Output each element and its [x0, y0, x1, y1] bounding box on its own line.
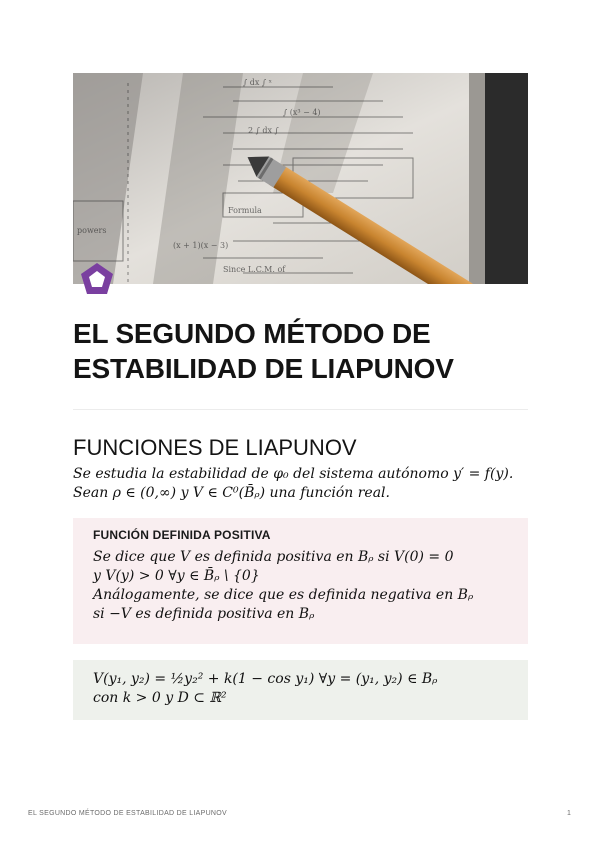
example-line: con k > 0 y D ⊂ ℝ² [93, 690, 227, 706]
intro-line: Se estudia la estabilidad de φ₀ del sistema autónomo y′ = f(y). [73, 466, 514, 482]
divider [73, 409, 528, 410]
intro-text [73, 465, 528, 503]
svg-text:Since L.C.M. of: Since L.C.M. of [223, 265, 286, 274]
page-number: 1 [567, 810, 572, 817]
svg-text:(x + 1)(x − 3): (x + 1)(x − 3) [173, 241, 229, 250]
definition-line: Se dice que V es definida positiva en Bᵨ si V(0) = 0 [93, 549, 454, 565]
definition-line: si −V es definida positiva en Bᵨ [93, 606, 315, 622]
page-title: EL SEGUNDO MÉTODO DE ESTABILIDAD DE LIAPUNOV [73, 318, 454, 384]
intro-line: Sean ρ ∈ (0,∞) y V ∈ C⁰(B̄ᵨ) una función real. [73, 485, 390, 501]
section-heading: FUNCIONES DE LIAPUNOV [73, 435, 357, 460]
definition-callout [73, 518, 528, 644]
definition-line: y V(y) > 0 ∀y ∈ B̄ᵨ \ {0} [93, 568, 260, 584]
definition-line: Análogamente, se dice que es definida negativa en Bᵨ [93, 587, 474, 603]
example-line: V(y₁, y₂) = ½y₂² + k(1 − cos y₁) ∀y = (y₁, y₂) ∈ Bᵨ [93, 671, 438, 687]
svg-text:∫ (x³ − 4): ∫ (x³ − 4) [283, 108, 321, 117]
footer-title: EL SEGUNDO MÉTODO DE ESTABILIDAD DE LIAPUNOV [28, 810, 228, 817]
hero-image [73, 73, 528, 284]
svg-text:powers: powers [77, 226, 107, 235]
math-notes-photo [73, 73, 528, 284]
pentagon-logo-icon [79, 261, 115, 297]
callout-label: FUNCIÓN DEFINIDA POSITIVA [93, 528, 271, 542]
example-callout [73, 660, 528, 720]
svg-text:2 ∫ dx ∫: 2 ∫ dx ∫ [248, 126, 279, 135]
svg-text:Formula: Formula [228, 206, 262, 215]
svg-text:∫ dx ∫ ˣ: ∫ dx ∫ ˣ [243, 78, 272, 87]
